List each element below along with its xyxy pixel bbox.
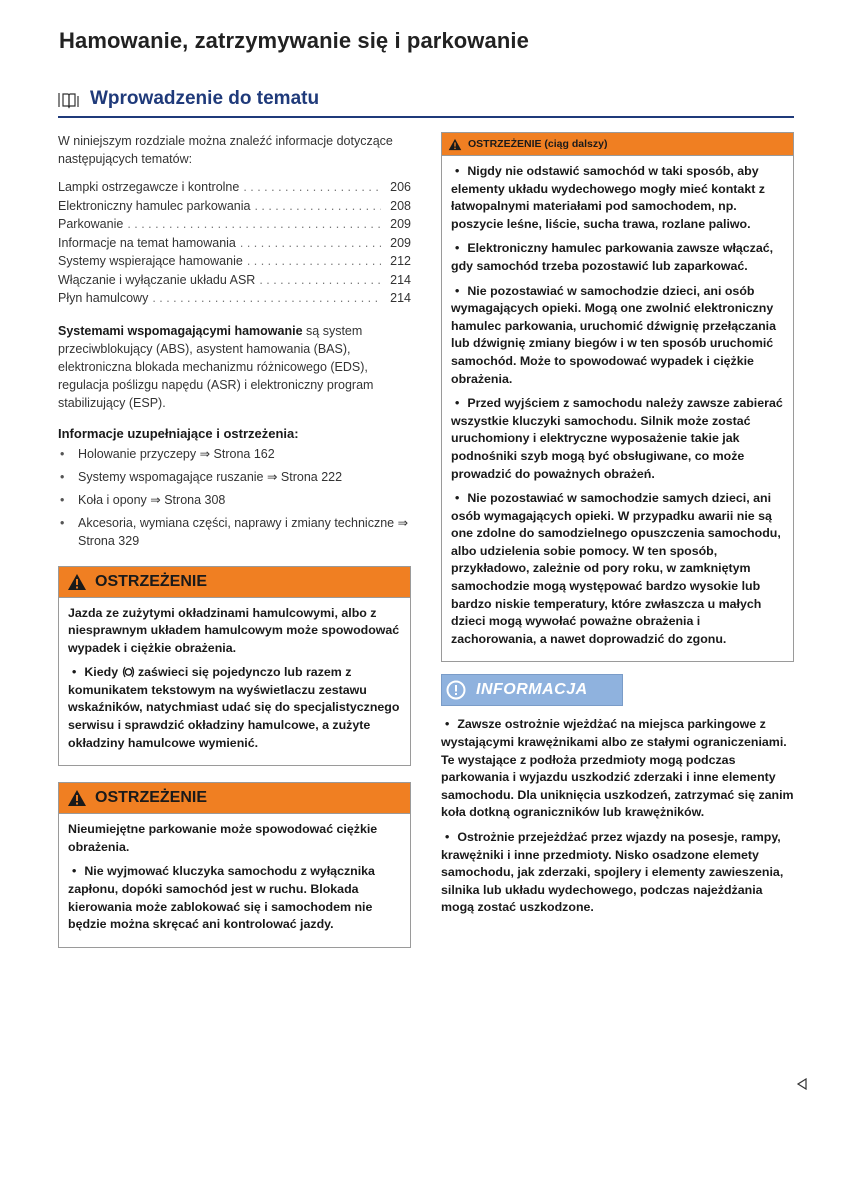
list-item: • Elektroniczny hamulec parkowania zawsze włączać, gdy samochód trzeba pozostawić lub zaparkować. — [451, 241, 774, 273]
warning-header — [59, 567, 410, 598]
back-arrow-icon[interactable] — [796, 1078, 808, 1090]
book-icon — [58, 91, 80, 109]
list-item: • Zawsze ostrożnie wjeżdżać na miejsca parkingowe z wystającymi krawężnikami albo ze stałymi ograniczeniami. Te wystające z podłoża przedmioty mogą podczas parkowania i wyjazdu uszkodzić zderzaki i inne elementy samochodu. Dla uniknięcia uszkodzeń, zatrzymać się zanim koła dotkną ograniczników lub krawężników. — [441, 717, 794, 820]
toc-item[interactable]: Włączanie i wyłączanie układu ASR . . . 214 — [58, 271, 411, 290]
toc-page-number: 206 — [390, 180, 411, 194]
section-title: Wprowadzenie do tematu — [90, 88, 320, 109]
list-item[interactable]: • Holowanie przyczepy ⇒ Strona 162 — [58, 445, 411, 463]
warning-body: Jazda ze zużytymi okładzinami hamulcowymi, albo z niesprawnym układem hamulcowym może spowodować wypadek i ciężkie obrażenia. • Kiedy zaświeci się pojedynczo lub razem z komunikatem tekstowym na wyświetlaczu zestawu wskaźników, natychmiast udać się do specjalistycznego serwisu i sprawdzić okładziny hamulcowe, a zużyte okładziny hamulcowe wymienić. — [68, 605, 400, 750]
additional-info-list — [58, 445, 411, 550]
warning-label: OSTRZEŻENIE — [95, 789, 208, 807]
intro-text: W niniejszym rozdziale można znaleźć informacje dotyczące następujących tematów: — [58, 134, 393, 166]
toc-item[interactable]: Lampki ostrzegawcze i kontrolne . . . 206 — [58, 178, 411, 197]
section-header — [58, 88, 794, 118]
info-circle-icon — [446, 680, 466, 700]
warning-box-parking — [58, 782, 411, 948]
page-title: Hamowanie, zatrzymywanie się i parkowanie — [59, 28, 529, 53]
warning-header — [59, 783, 410, 814]
toc-page-number: 214 — [390, 272, 411, 287]
list-item: • Nie pozostawiać w samochodzie dzieci, ani osób wymagających opieki. Mogą one zwolnić elektroniczny hamulec parkowania, uruchomić dźwignię przełączania lub dźwignię zmiany biegów i w ten sposób uruchomić samochód. Może to spowodować wypadek i ciężkie obrażenia. — [451, 283, 777, 386]
info-label: INFORMACJA — [476, 681, 588, 699]
warning-box-continued — [441, 132, 794, 662]
list-item: • Nie pozostawiać w samochodzie samych dzieci, ani osób wymagających opieki. W przypadku awarii nie są one zdolne do samodzielnego opuszczenia samochodu, albo udzielenia sobie pomocy. W ten sposób, przykładowo, zależnie od pory roku, w zamkniętym samochodzie mogą występować bardzo wysokie lub bardzo niskie temperatury, które zwłaszcza u małych dzieci mogą wywołać poważne obrażenia i zachorowania, a nawet doprowadzić do zgonu. — [451, 491, 781, 646]
toc-item[interactable]: Płyn hamulcowy . . . 214 — [58, 289, 411, 308]
toc-item[interactable]: Systemy wspierające hamowanie . . . 212 — [58, 252, 411, 271]
list-item: • Nigdy nie odstawić samochód w taki sposób, aby elementy układu wydechowego mogły mieć kontakt z łatwopalnymi materiałami pod samochodem, np. poszycie leśne, liście, sucha trawa, rozlane paliwo. — [451, 164, 765, 231]
warning-box-brake-pads — [58, 566, 411, 767]
info-header — [441, 674, 623, 706]
list-item: • Ostrożnie przejeżdżać przez wjazdy na posesje, rampy, krawężniki i inne przedmioty. Nisko osadzone elemety samochodu, jak zderzaki, spojlery i elementy zawieszenia, silnika lub układu wydechowego, podczas najeżdżania mogą zostać uszkodzone. — [441, 830, 784, 915]
brake-warning-icon — [122, 666, 135, 678]
warning-body: Nieumiejętne parkowanie może spowodować ciężkie obrażenia. • Nie wyjmować kluczyka samochodu z wyłącznika zapłonu, dopóki samochód jest w ruchu. Blokada kierowania może zablokować się i samochodem nie będzie można skręcać ani kontrolować jazdy. — [68, 822, 378, 932]
warning-header — [442, 133, 793, 156]
list-item: • Przed wyjściem z samochodu należy zawsze zabierać wszystkie kluczyki samochodu. Silnik może zostać uruchomiony i elektryczne wyposażenie takie jak podnośniki szyb mogą być obsługiwane, co może prowadzić do poważnych obrażeń. — [451, 396, 783, 481]
left-column — [58, 132, 411, 948]
toc-page-number: 214 — [390, 291, 411, 305]
warning-label: OSTRZEŻENIE (ciąg dalszy) — [468, 138, 608, 150]
toc-item[interactable]: Elektroniczny hamulec parkowania . . . 208 — [58, 197, 411, 216]
right-column — [441, 132, 794, 924]
toc-item[interactable]: Informacje na temat hamowania . . . 209 — [58, 234, 411, 253]
warning-label: OSTRZEŻENIE — [95, 572, 208, 590]
additional-info-heading: Informacje uzupełniające i ostrzeżenia: — [58, 425, 299, 441]
toc-page-number: 209 — [390, 217, 411, 231]
toc-page-number: 208 — [390, 198, 411, 213]
warning-triangle-icon — [448, 138, 462, 151]
warning-triangle-icon — [67, 789, 87, 807]
toc-page-number: 212 — [390, 254, 411, 268]
warning-triangle-icon — [67, 573, 87, 591]
warning-body — [442, 156, 793, 661]
toc-page-number: 209 — [390, 235, 411, 250]
systems-paragraph: Systemami wspomagającymi hamowanie są system przeciwblokujący (ABS), asystent hamowania (BAS), elektroniczna blokada mechanizmu różnicowego (EDS), regulacja poślizgu napędu (ASR) i elektroniczny program stabilizujący (ESP). — [58, 323, 374, 410]
list-item[interactable]: • Akcesoria, wymiana części, naprawy i zmiany techniczne ⇒ Strona 329 — [58, 514, 411, 550]
toc-item[interactable]: Parkowanie . . . 209 — [58, 215, 411, 234]
list-item[interactable]: • Systemy wspomagające ruszanie ⇒ Strona 222 — [58, 468, 411, 486]
info-body — [441, 716, 794, 917]
list-item[interactable]: • Koła i opony ⇒ Strona 308 — [58, 491, 411, 509]
toc-list — [58, 178, 411, 308]
